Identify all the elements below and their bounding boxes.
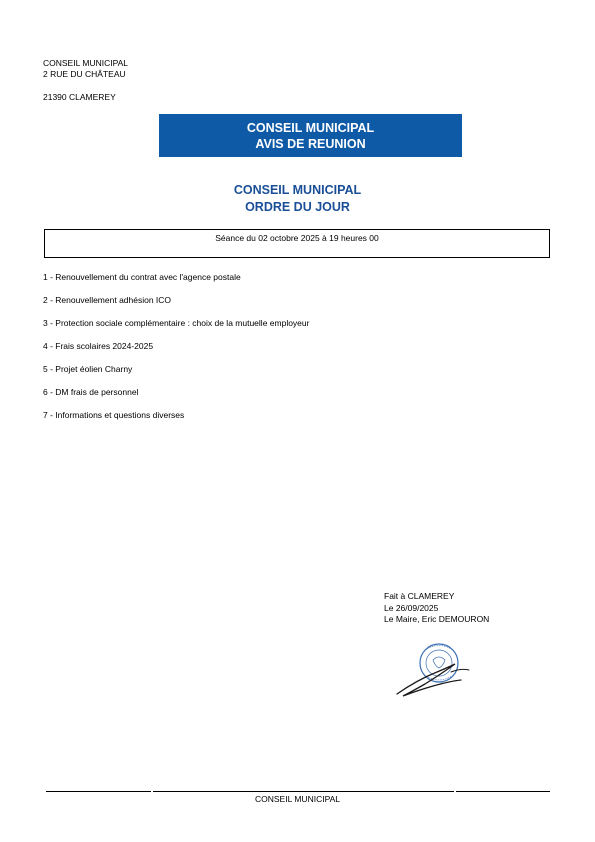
agenda-item: 1 - Renouvellement du contrat avec l'agence postale xyxy=(43,272,241,282)
footer-rule xyxy=(153,791,253,792)
signature-block xyxy=(384,591,489,626)
mayor-signature-stamp xyxy=(393,632,485,702)
heading-line-2: ORDRE DU JOUR xyxy=(245,200,350,214)
agenda-item: 2 - Renouvellement adhésion ICO xyxy=(43,295,172,305)
sender-address xyxy=(43,58,128,103)
footer-rule xyxy=(253,791,354,792)
seance-box xyxy=(44,229,550,258)
sign-place: Fait à CLAMEREY xyxy=(384,591,455,601)
title-banner xyxy=(159,114,462,157)
address-org: CONSEIL MUNICIPAL xyxy=(43,58,129,68)
agenda-item: 4 - Frais scolaires 2024-2025 xyxy=(43,341,154,351)
agenda-list xyxy=(43,272,309,433)
footer-rule xyxy=(46,791,151,792)
footer-rule xyxy=(456,791,550,792)
address-street: 2 RUE DU CHÂTEAU xyxy=(43,69,126,79)
agenda-item: 6 - DM frais de personnel xyxy=(43,387,139,397)
banner-line-1: CONSEIL MUNICIPAL xyxy=(246,120,375,135)
agenda-item: 3 - Protection sociale complémentaire : choix de la mutuelle employeur xyxy=(43,318,310,328)
banner-line-2: AVIS DE REUNION xyxy=(255,136,366,151)
sign-mayor: Le Maire, Eric DEMOURON xyxy=(384,614,490,624)
heading-line-1: CONSEIL MUNICIPAL xyxy=(233,183,362,197)
agenda-heading xyxy=(0,182,595,216)
address-city: 21390 CLAMEREY xyxy=(43,92,116,102)
seance-text: Séance du 02 octobre 2025 à 19 heures 00 xyxy=(215,233,379,243)
sign-date: Le 26/09/2025 xyxy=(384,602,439,613)
footer-rule xyxy=(354,791,454,792)
footer-text: CONSEIL MUNICIPAL xyxy=(254,794,341,804)
agenda-item: 5 - Projet éolien Charny xyxy=(43,364,133,374)
agenda-item: 7 - Informations et questions diverses xyxy=(43,410,185,420)
